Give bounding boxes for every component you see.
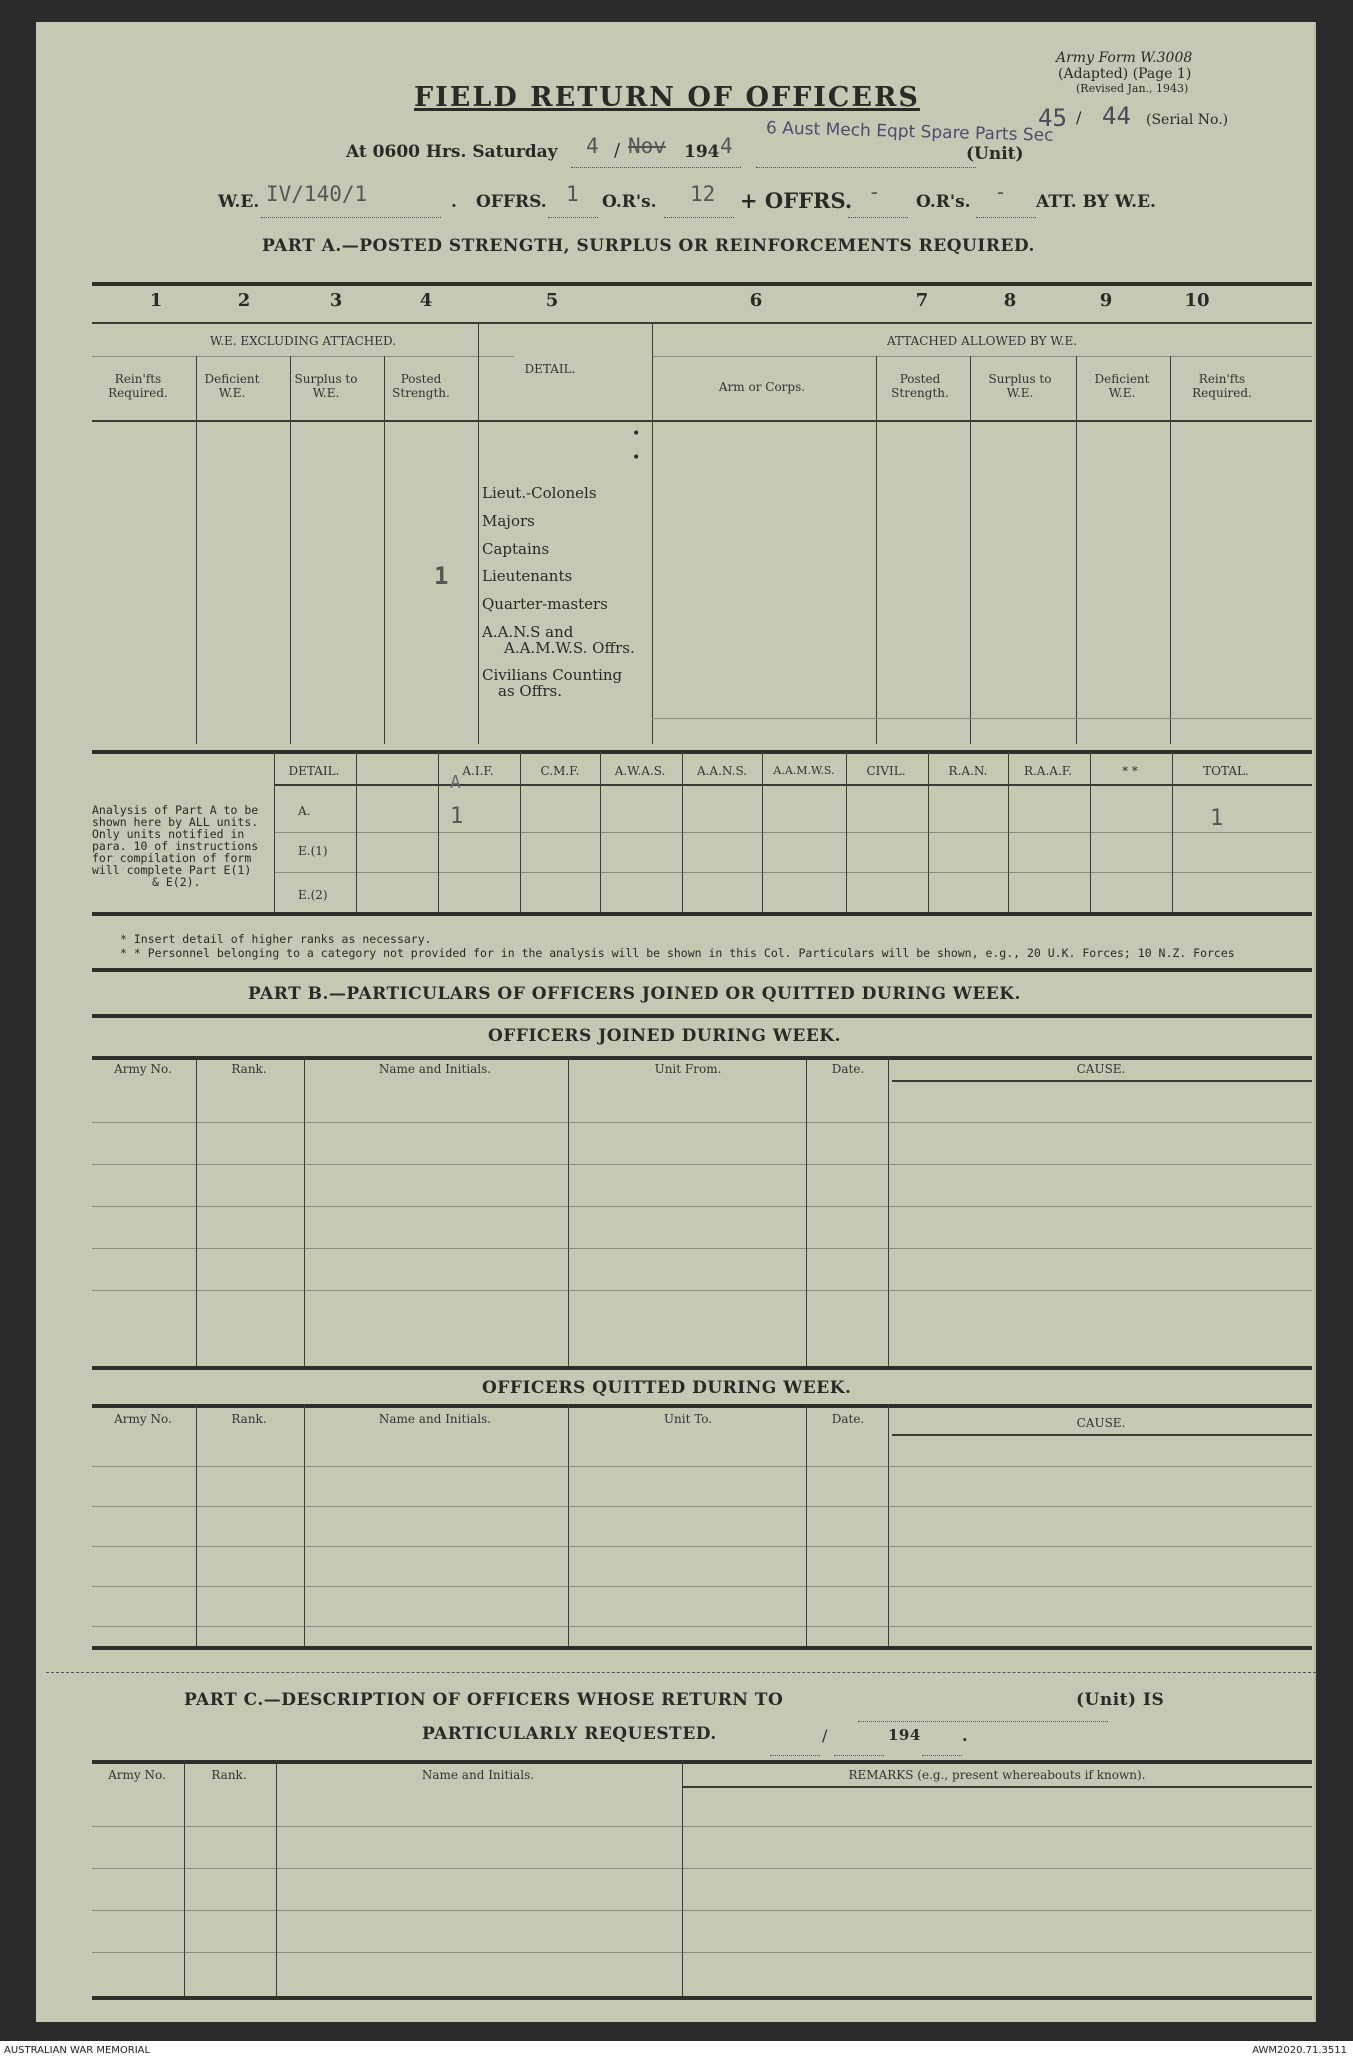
rank-civilians-2: as Offrs.: [498, 682, 562, 700]
part-c-unit-is: (Unit) IS: [1076, 1690, 1165, 1710]
aif-mark: A: [450, 772, 461, 793]
col-number-1: 1: [149, 290, 163, 311]
joined-army-no-header: Army No.: [114, 1062, 172, 1076]
part-c-name-header: Name and Initials.: [421, 1768, 535, 1782]
part-c-date-sep: /: [822, 1726, 828, 1745]
bullet-marker-1: •: [632, 426, 641, 442]
detail-header: DETAIL.: [524, 362, 576, 376]
offrs-value: 1: [566, 182, 579, 206]
col-number-5: 5: [545, 290, 559, 311]
col-number-7: 7: [915, 290, 929, 311]
arm-or-corps-header: Arm or Corps.: [718, 380, 806, 394]
joined-name-header: Name and Initials.: [378, 1062, 492, 1076]
total-value: 1: [1210, 806, 1224, 831]
deficient-we-header: Deficient W.E.: [204, 372, 260, 400]
at-time-label: At 0600 Hrs. Saturday: [346, 142, 558, 162]
analysis-civil-header: CIVIL.: [866, 764, 906, 778]
footnote-2: * * Personnel belonging to a category not provided for in the analysis will be shown in this Col. Particulars will be shown, e.g., 20 U.K. Forces; 10 N.Z. Forces: [120, 946, 1235, 960]
joined-unit-from-header: Unit From.: [654, 1062, 722, 1076]
analysis-other-header: * *: [1122, 764, 1138, 778]
quitted-title: OFFICERS QUITTED DURING WEEK.: [482, 1378, 852, 1398]
col-number-2: 2: [237, 290, 251, 311]
rank-majors: Majors: [482, 512, 535, 530]
quitted-army-no-header: Army No.: [114, 1412, 172, 1426]
attached-allowed-header: ATTACHED ALLOWED BY W.E.: [886, 334, 1078, 348]
att-ors-label: O.R's.: [916, 192, 971, 212]
analysis-row-e2: E.(2): [298, 888, 328, 902]
col-number-4: 4: [419, 290, 433, 311]
analysis-detail-header: DETAIL.: [288, 764, 340, 778]
part-c-unit-field: [858, 1706, 1108, 1722]
analysis-ran-header: R.A.N.: [948, 764, 988, 778]
form-title: FIELD RETURN OF OFFICERS: [414, 82, 920, 113]
quitted-date-header: Date.: [831, 1412, 865, 1426]
posted-strength-header: Posted Strength.: [392, 372, 450, 400]
quitted-name-header: Name and Initials.: [378, 1412, 492, 1426]
quitted-cause-header: CAUSE.: [1076, 1416, 1126, 1430]
analysis-total-header: TOTAL.: [1203, 764, 1249, 778]
we-excluding-attached-header: W.E. EXCLUDING ATTACHED.: [209, 334, 397, 348]
unit-name-handwritten: 6 Aust Mech Eqpt Spare Parts Sec: [765, 118, 1054, 146]
footer-accession: AWM2020.71.3511: [1252, 2045, 1347, 2056]
col-number-8: 8: [1003, 290, 1017, 311]
analysis-raaf-header: R.A.A.F.: [1023, 764, 1073, 778]
att-by-we-label: ATT. BY W.E.: [1036, 192, 1156, 212]
form-number: Army Form W.3008: [1056, 50, 1193, 66]
serial-label: (Serial No.): [1146, 112, 1229, 128]
rank-civilians: Civilians Counting: [482, 666, 623, 684]
part-c-day-field: [770, 1740, 820, 1756]
att-deficient-we-header: Deficient W.E.: [1094, 372, 1150, 400]
col-number-3: 3: [329, 290, 343, 311]
col-number-10: 10: [1184, 290, 1210, 311]
unit-field: [756, 148, 976, 168]
date-year-prefix: 194: [684, 142, 720, 162]
analysis-aif-header: A.I.F.: [462, 764, 494, 778]
part-c-requested: PARTICULARLY REQUESTED.: [422, 1724, 717, 1744]
date-day: 4: [586, 134, 599, 158]
rank-quarter-masters: Quarter-masters: [482, 595, 608, 613]
footnote-1: * Insert detail of higher ranks as necessary.: [120, 932, 432, 946]
analysis-row-e1: E.(1): [298, 844, 328, 858]
part-c-date-year: 194: [888, 1726, 921, 1744]
part-c-rank-header: Rank.: [211, 1768, 247, 1782]
analysis-aans-header: A.A.N.S.: [696, 764, 748, 778]
we-value: IV/140/1: [266, 182, 368, 206]
rank-lieutenants: Lieutenants: [482, 567, 573, 585]
aif-value: 1: [450, 804, 464, 829]
part-c-title: PART C.—DESCRIPTION OF OFFICERS WHOSE RETURN TO: [184, 1690, 784, 1710]
joined-rank-header: Rank.: [231, 1062, 267, 1076]
date-month: Nov: [628, 134, 666, 158]
part-c-month-field: [834, 1740, 884, 1756]
part-b-title: PART B.—PARTICULARS OF OFFICERS JOINED OR QUITTED DURING WEEK.: [248, 984, 1021, 1004]
att-posted-strength-header: Posted Strength.: [891, 372, 949, 400]
part-c-remarks-header: REMARKS (e.g., present whereabouts if known).: [848, 1768, 1146, 1782]
footer-bar: [0, 2041, 1353, 2061]
col-number-9: 9: [1099, 290, 1113, 311]
date-year-digit: 4: [720, 134, 733, 158]
analysis-awas-header: A.W.A.S.: [614, 764, 666, 778]
reinfts-required-header: Rein'fts Required.: [108, 372, 168, 400]
quitted-unit-to-header: Unit To.: [663, 1412, 713, 1426]
rank-aamws: A.A.M.W.S. Offrs.: [504, 639, 635, 657]
form-adapted: (Adapted) (Page 1): [1058, 66, 1192, 82]
att-surplus-we-header: Surplus to W.E.: [988, 372, 1052, 400]
surplus-we-header: Surplus to W.E.: [294, 372, 358, 400]
col-number-6: 6: [749, 290, 763, 311]
analysis-row-a: A.: [298, 804, 311, 818]
att-reinfts-required-header: Rein'fts Required.: [1192, 372, 1252, 400]
analysis-note: Analysis of Part A to be shown here by ALL units. Only units notified in para. 10 of instructions for compilation of form will complete Part E(1) & E(2).: [92, 803, 259, 889]
footer-institution: AUSTRALIAN WAR MEMORIAL: [4, 2045, 151, 2056]
we-label: W.E.: [218, 192, 260, 212]
serial-year: 44: [1102, 102, 1131, 130]
joined-date-header: Date.: [831, 1062, 865, 1076]
rank-lieut-colonels: Lieut.-Colonels: [482, 484, 597, 502]
serial-number: 45: [1038, 104, 1067, 132]
joined-title: OFFICERS JOINED DURING WEEK.: [488, 1026, 841, 1046]
att-ors-value: -: [994, 180, 1007, 204]
bullet-marker-2: •: [632, 450, 641, 466]
part-a-title: PART A.—POSTED STRENGTH, SURPLUS OR REINFORCEMENTS REQUIRED.: [262, 236, 1035, 256]
joined-cause-header: CAUSE.: [1076, 1062, 1126, 1076]
rank-captains: Captains: [482, 540, 550, 558]
att-offrs-value: -: [868, 180, 881, 204]
form-revised: (Revised Jan., 1943): [1076, 82, 1189, 95]
serial-separator: /: [1076, 108, 1082, 127]
part-c-date-end: .: [962, 1726, 969, 1745]
part-c-year-field: [922, 1740, 962, 1756]
unit-label: (Unit): [966, 144, 1024, 164]
quitted-rank-header: Rank.: [231, 1412, 267, 1426]
ors-label: O.R's.: [602, 192, 657, 212]
ors-value: 12: [690, 182, 716, 206]
part-c-army-no-header: Army No.: [108, 1768, 166, 1782]
analysis-aamws-header: A.A.M.W.S.: [773, 764, 835, 777]
form-sheet: Army Form W.3008 (Adapted) (Page 1) (Revised Jan., 1943) FIELD RETURN OF OFFICERS 45 / 44 (Serial No.) 6 Aust Mech Eqpt Spare Parts Sec At 0600 Hrs. Saturday 4 / Nov 194 4 (Unit) W.E. IV/140/1 . OFFRS. 1 O.R's. 12 + OFFRS. - O.R's. - ATT. BY W.E. PART A.—POSTED STRENGTH, SURPLUS OR REINFORCEMENTS REQUIRED. 1 2 3 4 5 6 7 8 9 10 W.E. EXCLUDING ATTACHED. ATTACHED ALLOWED BY W.E. DETAIL. Rein'fts Required. Deficient W.E. Surplus to W.E. Posted Strength. Arm or Corps. Posted Strength. Surplus to W.E. Deficient W.E. Rein'fts Required. • • Lieut.-Colonels Majors Captains Lieutenants Quarter-masters A.A.N.S and A.A.M.W.S. Offrs. Civilians Counting as Offrs. 1 Analysis of Part A to be shown here by ALL units. Only units notified in para. 10 of instructions for compilation of form will complete Part E(1) & E(2). DETAIL. A.I.F. C.M.F. A.W.A.S. A.A.N.S. A.A.M.W.S. CIVIL. R.A.N. R.A.A.F. * * TOTAL. A. E.(1) E.(2) A 1 1 * Insert detail of higher ranks as necessary. * * Personnel belonging to a category not provided for in the analysis will be shown in this Col. Particulars will be shown, e.g., 20 U.K. Forces; 10 N.Z. Forces PART B.—PARTICULARS OF OFFICERS JOINED OR QUITTED DURING WEEK. OFFICERS JOINED DURING WEEK. Army No. Rank. Name and Initials. Unit From. Date. CAUSE. OFFICERS QUITTED DURING WEEK. Army No. Rank. Name and Initials. Unit To. Date. CAUSE. PART C.—DESCRIPTION OF OFFICERS WHOSE RETURN TO (Unit) IS PARTICULARLY REQUESTED. / 194 . Army No. Rank. Name and Initials. REMARKS (e.g., present whereabouts if known).: [36, 22, 1316, 2022]
offrs-label: OFFRS.: [476, 192, 547, 212]
lieutenants-posted-strength: 1: [434, 562, 449, 590]
analysis-cmf-header: C.M.F.: [540, 764, 580, 778]
rank-aans: A.A.N.S and: [482, 623, 574, 641]
plus-offrs-label: + OFFRS.: [740, 188, 853, 213]
